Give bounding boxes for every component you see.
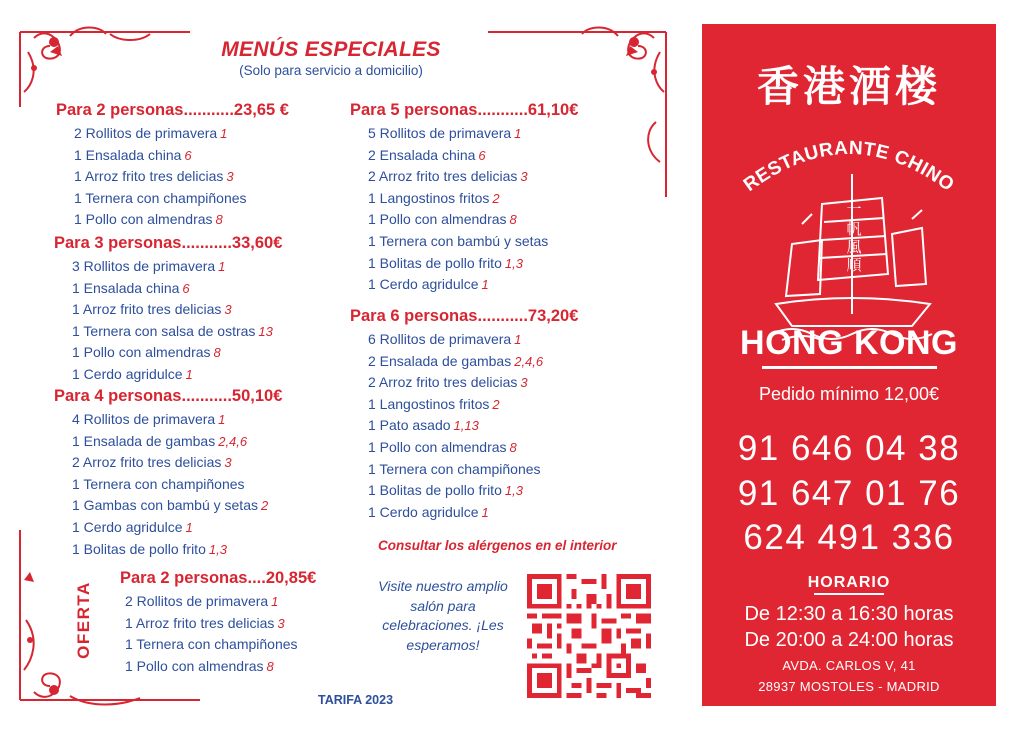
allergen-codes: 1 [514, 126, 522, 141]
list-item: 1 Pollo con almendras 8 [368, 211, 517, 228]
allergen-codes: 1,3 [504, 255, 523, 271]
allergen-codes: 1,3 [208, 541, 227, 557]
list-item: 1 Bolitas de pollo frito 1,3 [72, 540, 227, 557]
list-item: 1 Pollo con almendras 8 [74, 211, 223, 228]
allergen-codes: 2,4,6 [514, 353, 544, 369]
menu-items [350, 329, 578, 523]
allergen-codes: 2 [261, 498, 269, 514]
chinese-name: 香港酒楼 [756, 62, 941, 111]
qr-code-icon[interactable] [527, 574, 651, 698]
allergen-codes: 1 [514, 332, 522, 347]
allergen-codes: 2 [492, 396, 500, 412]
list-item: 1 Ensalada china 6 [72, 279, 190, 296]
menu-items [120, 591, 316, 677]
list-item: 1 Arroz frito tres delicias 3 [125, 614, 285, 631]
allergen-codes: 1 [218, 412, 226, 427]
list-item: 1 Pato asado 1,13 [368, 417, 479, 434]
list-item: 1 Cerdo agridulce 1 [72, 365, 193, 382]
list-item: 2 Arroz frito tres delicias 3 [368, 168, 528, 185]
list-item: 1 Bolitas de pollo frito 1,3 [368, 482, 523, 499]
menu-heading: Para 5 personas...........61,10€ [350, 101, 579, 119]
menu-block-4-personas [54, 387, 282, 560]
allergen-codes: 1 [481, 277, 489, 293]
menu-block-6-personas [350, 307, 578, 523]
corner-ornament-top-left-icon [10, 12, 200, 112]
list-item: 1 Ensalada de gambas 2,4,6 [72, 432, 248, 449]
minimum-order: Pedido mínimo 12,00€ [758, 384, 940, 404]
visit-note: Visite nuestro amplio salón para celebraciones. ¡Les esperamos! [378, 578, 508, 653]
menu-items [56, 123, 289, 231]
allergen-codes: 2,4,6 [218, 433, 248, 449]
list-item: 2 Rollitos de primavera 1 [125, 593, 279, 609]
allergen-codes: 1 [218, 259, 226, 274]
menu-block-2-personas [56, 101, 289, 231]
list-item: 1 Pollo con almendras 8 [368, 438, 517, 455]
list-item: 1 Gambas con bambú y setas 2 [72, 497, 269, 514]
allergen-codes: 1 [185, 519, 193, 535]
ship-character: 帆 [846, 220, 862, 238]
allergen-codes: 1,13 [453, 418, 479, 434]
menu-heading: Para 6 personas...........73,20€ [350, 307, 579, 325]
menu-heading: Para 4 personas...........50,10€ [54, 387, 283, 405]
phone-number[interactable]: 91 646 04 38 [737, 429, 961, 468]
allergen-codes: 1 [220, 126, 228, 141]
list-item: 4 Rollitos de primavera 1 [72, 411, 226, 427]
list-item: 1 Cerdo agridulce 1 [72, 518, 193, 535]
oferta-label: OFERTA [74, 581, 93, 659]
ship-character: 一 [846, 200, 862, 218]
allergen-codes: 3 [520, 375, 528, 391]
allergen-codes: 8 [266, 658, 274, 674]
allergen-codes: 6 [478, 147, 486, 163]
allergen-codes: 8 [509, 439, 517, 455]
menu-heading: Para 3 personas...........33,60€ [54, 234, 283, 252]
horario-title: HORARIO [807, 574, 891, 591]
list-item: 1 Ternera con salsa de ostras 13 [72, 322, 273, 339]
list-item: 1 Arroz frito tres delicias 3 [72, 301, 232, 318]
list-item: 2 Ensalada china 6 [368, 146, 486, 163]
list-item: 1 Ternera con champiñones [72, 475, 245, 492]
list-item: 2 Arroz frito tres delicias 3 [368, 374, 528, 391]
page-title: MENÚS ESPECIALES [221, 38, 441, 61]
opening-hours: De 12:30 a 16:30 horas [744, 603, 954, 625]
opening-hours: De 20:00 a 24:00 horas [744, 629, 954, 651]
menu-heading: Para 2 personas....20,85€ [120, 569, 317, 587]
allergen-codes: 3 [224, 455, 232, 471]
arc-title-text: RESTAURANTE CHINO [739, 137, 959, 194]
address-line: AVDA. CARLOS V, 41 [782, 658, 916, 673]
list-item: 1 Pollo con almendras 8 [125, 657, 274, 674]
allergen-codes: 3 [224, 302, 232, 318]
menu-items [350, 123, 578, 296]
list-item: 6 Rollitos de primavera 1 [368, 331, 522, 347]
list-item: 1 Ternera con champiñones [74, 189, 247, 206]
allergen-codes: 3 [520, 169, 528, 185]
allergen-codes: 1 [481, 504, 489, 520]
list-item: 1 Ternera con champiñones [368, 460, 541, 477]
list-item: 2 Arroz frito tres delicias 3 [72, 454, 232, 471]
allergen-codes: 6 [184, 147, 192, 163]
phone-number[interactable]: 91 647 01 76 [737, 474, 961, 513]
allergen-codes: 6 [182, 280, 190, 296]
list-item: 1 Ternera con bambú y setas [368, 232, 549, 249]
allergen-codes: 1 [271, 594, 279, 609]
restaurant-name-underline [762, 366, 937, 369]
list-item: 1 Ensalada china 6 [74, 146, 192, 163]
list-item: 2 Rollitos de primavera 1 [74, 125, 228, 141]
list-item: 1 Langostinos fritos 2 [368, 395, 500, 412]
junk-ship-icon [762, 164, 942, 344]
ship-character: 風 [846, 238, 862, 256]
restaurant-info-panel [702, 24, 996, 706]
allergen-note: Consultar los alérgenos en el interior [378, 538, 617, 553]
menu-heading: Para 2 personas...........23,65 € [56, 101, 289, 119]
allergen-codes: 8 [213, 345, 221, 361]
list-item: 1 Cerdo agridulce 1 [368, 276, 489, 293]
allergen-codes: 3 [277, 615, 285, 631]
list-item: 1 Arroz frito tres delicias 3 [74, 168, 234, 185]
allergen-codes: 2 [492, 190, 500, 206]
phone-number[interactable]: 624 491 336 [743, 518, 955, 557]
horario-underline [814, 593, 884, 595]
ship-character: 順 [846, 256, 862, 274]
restaurant-name: HONG KONG [740, 324, 958, 362]
allergen-codes: 1 [185, 366, 193, 382]
menu-block-oferta [120, 569, 316, 677]
list-item: 1 Pollo con almendras 8 [72, 344, 221, 361]
allergen-codes: 13 [258, 323, 273, 339]
list-item: 1 Cerdo agridulce 1 [368, 503, 489, 520]
allergen-codes: 8 [509, 212, 517, 228]
list-item: 1 Bolitas de pollo frito 1,3 [368, 254, 523, 271]
list-item: 5 Rollitos de primavera 1 [368, 125, 522, 141]
menu-items [54, 409, 282, 560]
list-item: 2 Ensalada de gambas 2,4,6 [368, 352, 544, 369]
menu-items [54, 256, 282, 386]
list-item: 3 Rollitos de primavera 1 [72, 258, 226, 274]
allergen-codes: 3 [226, 169, 234, 185]
page-subtitle: (Solo para servicio a domicilio) [239, 63, 423, 78]
list-item: 1 Ternera con champiñones [125, 636, 298, 653]
allergen-codes: 1,3 [504, 483, 523, 499]
list-item: 1 Langostinos fritos 2 [368, 189, 500, 206]
tarifa-label: TARIFA 2023 [318, 693, 394, 707]
menu-block-5-personas [350, 101, 578, 296]
allergen-codes: 8 [215, 212, 223, 228]
address-line: 28937 MOSTOLES - MADRID [758, 679, 940, 694]
menu-block-3-personas [54, 234, 282, 386]
